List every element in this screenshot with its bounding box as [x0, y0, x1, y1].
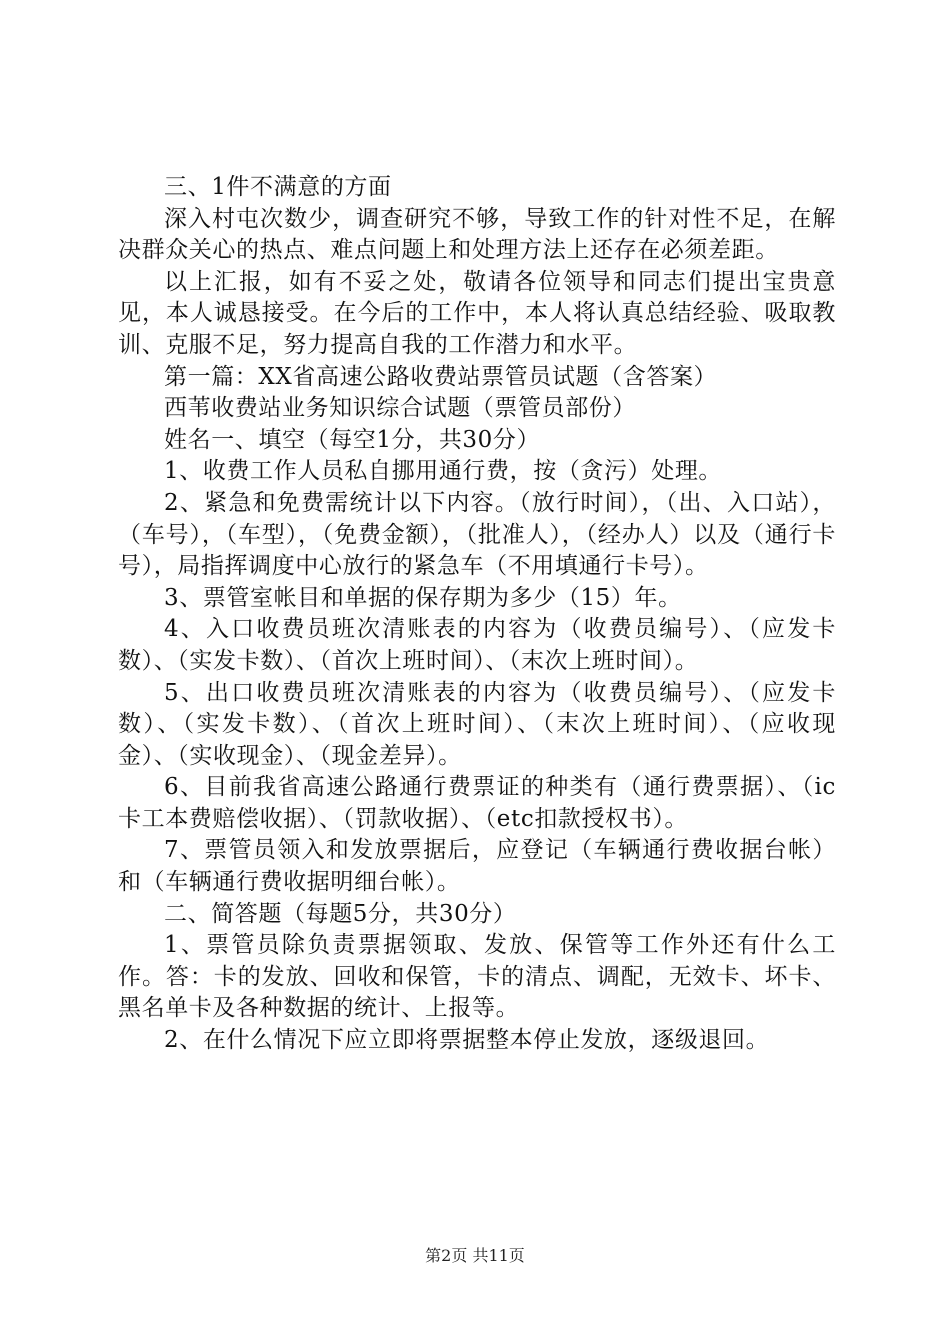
question-item: 7、票管员领入和发放票据后，应登记（车辆通行费收据台帐）和（车辆通行费收据明细台帐）。	[118, 837, 836, 896]
exam-title: 西苇收费站业务知识综合试题（票管员部份）	[164, 395, 636, 422]
section-heading-fill-blank: 姓名一、填空（每空1分，共30分）	[164, 426, 541, 453]
chapter-title: 第一篇：XX省高速公路收费站票管员试题（含答案）	[164, 363, 718, 390]
question-item: 2、在什么情况下应立即将票据整本停止发放，逐级退回。	[164, 1027, 770, 1054]
paragraph: 深入村屯次数少，调查研究不够，导致工作的针对性不足，在解决群众关心的热点、难点问题上和处理方法上还存在必须差距。	[118, 205, 836, 264]
question-item: 2、紧急和免费需统计以下内容。（放行时间），（出、入口站），（车号），（车型），（免费金额），（批准人），（经办人）以及（通行卡号），局指挥调度中心放行的紧急车（不用填通行卡号）。	[118, 489, 836, 580]
question-item: 5、出口收费员班次清账表的内容为（收费员编号）、（应发卡数）、（实发卡数）、（首次上班时间）、（末次上班时间）、（应收现金）、（实收现金）、（现金差异）。	[118, 679, 836, 769]
section-heading-short-answer: 二、简答题（每题5分，共30分）	[164, 900, 517, 927]
document-body	[118, 172, 836, 1057]
question-item: 1、收费工作人员私自挪用通行费，按（贪污）处理。	[164, 458, 723, 485]
question-item: 6、目前我省高速公路通行费票证的种类有（通行费票据）、（ic卡工本费赔偿收据）、（罚款收据）、（etc扣款授权书）。	[118, 774, 836, 832]
question-item: 3、票管室帐目和单据的保存期为多少（15）年。	[164, 584, 682, 611]
question-item: 1、票管员除负责票据领取、发放、保管等工作外还有什么工作。答：卡的发放、回收和保管，卡的清点、调配，无效卡、坏卡、黑名单卡及各种数据的统计、上报等。	[118, 932, 836, 1022]
page-number-footer: 第2页 共11页	[425, 1246, 525, 1265]
section-heading-dissatisfaction: 三、1件不满意的方面	[164, 174, 392, 200]
question-item: 4、入口收费员班次清账表的内容为（收费员编号）、（应发卡数）、（实发卡数）、（首次上班时间）、（末次上班时间）。	[118, 616, 836, 674]
paragraph: 以上汇报，如有不妥之处，敬请各位领导和同志们提出宝贵意见，本人诚恳接受。在今后的工作中，本人将认真总结经验、吸取教训、克服不足，努力提高自我的工作潜力和水平。	[118, 268, 836, 358]
